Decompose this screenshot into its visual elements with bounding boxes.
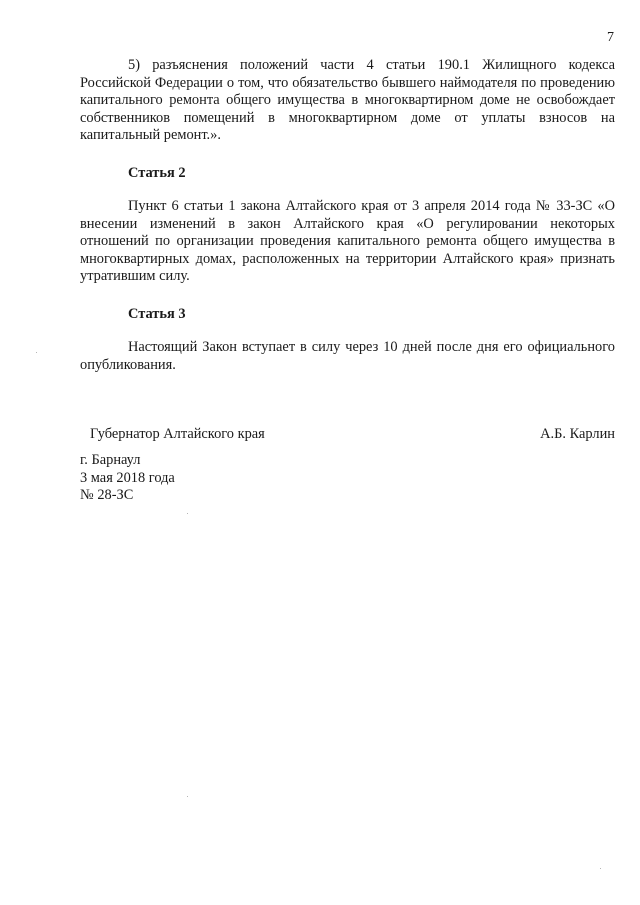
article-3-heading: Статья 3 — [128, 305, 186, 322]
scan-speck — [187, 513, 188, 514]
scan-speck — [600, 868, 601, 869]
signature-line — [90, 426, 615, 443]
scan-speck — [187, 796, 188, 797]
item-5-paragraph: 5) разъяснения положений части 4 статьи 190.1 Жилищного кодекса Российской Федерации о том, что обязательство бывшего наймодателя по проведению капитального ремонта общего имущества в многоквартирном доме не освобождает собственников помещений в многоквартирном доме от уплаты взносов на капитальный ремонт.». — [80, 57, 615, 143]
signatory-name: А.Б. Карлин — [540, 426, 615, 442]
article-2-text: Пункт 6 статьи 1 закона Алтайского края от 3 апреля 2014 года № 33-ЗС «О внесении изменений в закон Алтайского края «О регулировании некоторых отношений по организации проведения капитального ремонта общего имущества в многоквартирных домах, расположенных на территории Алтайского края» признать утратившим силу. — [80, 198, 615, 284]
article-2-heading: Статья 2 — [128, 164, 186, 181]
signatory-title: Губернатор Алтайского края — [90, 426, 265, 442]
date: 3 мая 2018 года — [80, 469, 175, 486]
scan-speck — [36, 352, 37, 353]
law-number: № 28-ЗС — [80, 487, 134, 503]
place-date-block — [80, 452, 175, 505]
article-3-text: Настоящий Закон вступает в силу через 10 дней после дня его официального опубликования. — [80, 339, 615, 373]
document-body — [80, 57, 615, 374]
page-number: 7 — [607, 30, 614, 45]
city: г. Барнаул — [80, 452, 141, 468]
